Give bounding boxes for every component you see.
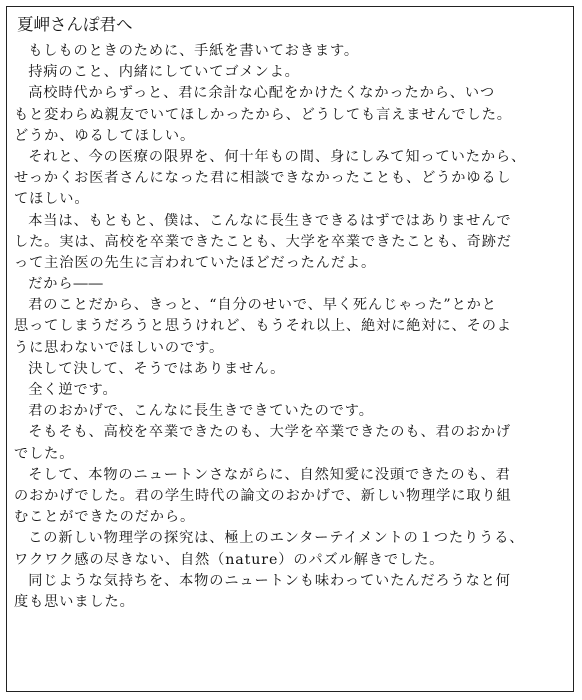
letter-line: どうか、ゆるしてほしい。	[14, 127, 196, 144]
letter-line: 高校時代からずっと、君に余計な心配をかけたくなかったから、いつ	[28, 85, 496, 102]
letter-line: それと、今の医療の限界を、何十年もの間、身にしみて知っていたから、	[28, 148, 527, 165]
letter-line: そして、本物のニュートンさながらに、自然知愛に没頭できたのも、君	[28, 466, 511, 483]
letter-line: 君のおかげで、こんなに長生きできていたのです。	[28, 403, 374, 420]
letter-line: せっかくお医者さんになった君に相談できなかったことも、どうかゆるし	[14, 170, 512, 187]
letter-line: むことができたのだから。	[14, 509, 196, 526]
letter-line: でした。	[14, 445, 75, 462]
letter-line: ワクワク感の尽きない、自然（nature）のパズル解きでした。	[14, 551, 445, 568]
letter-line: てほしい。	[14, 191, 90, 208]
letter-line: 君のことだから、きっと、“自分のせいで、早く死んじゃった”とかと	[28, 297, 497, 314]
letter-line: 度も思いました。	[14, 593, 135, 610]
letter-line: 全く逆です。	[28, 382, 118, 398]
letter-line: 同じような気持ちを、本物のニュートンも味わっていたんだろうなと何	[28, 572, 511, 589]
letter-page	[6, 6, 574, 692]
letter-line: そもそも、高校を卒業できたのも、大学を卒業できたのも、君のおかげ	[28, 424, 511, 441]
letter-line: のおかげでした。君の学生時代の論文のおかげで、新しい物理学に取り組	[14, 487, 512, 504]
letter-line: この新しい物理学の探究は、極上のエンターテイメントの１つたりうる、	[28, 530, 525, 547]
letter-line: 決して決して、そうではありません。	[28, 360, 286, 377]
letter-line: 思ってしまうだろうと思うけれど、もうそれ以上、絶対に絶対に、そのよ	[14, 318, 512, 335]
letter-body	[14, 41, 570, 613]
letter-line: だから――	[28, 276, 104, 293]
letter-line: 持病のこと、内緒にしていてゴメンよ。	[28, 64, 300, 81]
letter-line: って主治医の先生に言われていたほどだったんだよ。	[14, 254, 377, 271]
letter-line: もと変わらぬ親友でいてほしかったから、どうしても言えませんでした。	[14, 106, 512, 123]
letter-line: した。実は、高校を卒業できたことも、大学を卒業できたことも、奇跡だ	[14, 233, 512, 250]
letter-title: 夏岬さんぽ君へ	[17, 15, 133, 34]
letter-line: うに思わないでほしいのです。	[14, 339, 225, 356]
letter-line: 本当は、もともと、僕は、こんなに長生きできるはずではありませんで	[28, 212, 512, 229]
letter-line: もしものときのために、手紙を書いておきます。	[28, 43, 359, 59]
